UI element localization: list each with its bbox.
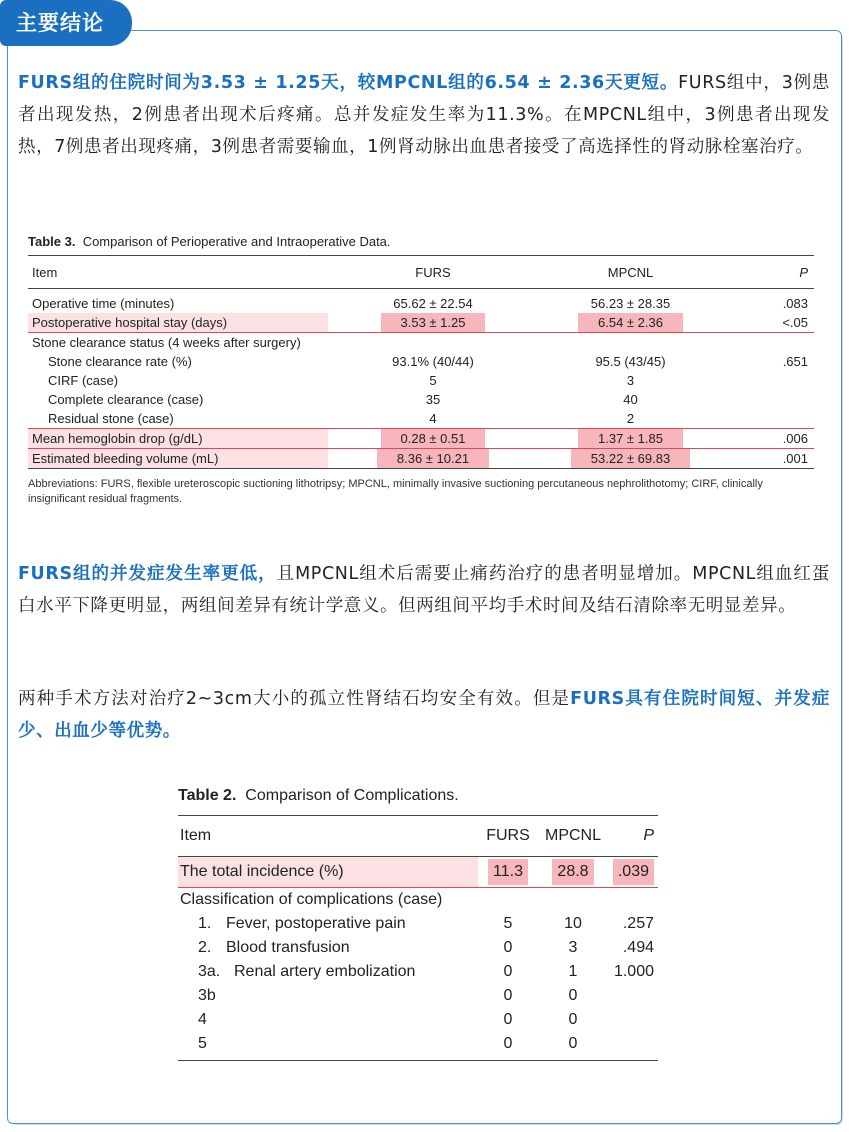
table-row — [178, 1008, 658, 1032]
table-2 — [178, 785, 668, 1061]
table-row — [178, 960, 658, 984]
table-cell: CIRF (case) — [48, 373, 119, 388]
table-cell: <.05 — [723, 313, 814, 333]
table-cell: Fever, postoperative pain — [226, 915, 406, 932]
table-cell: 0 — [568, 1011, 578, 1028]
table-3-header-mpcnl: MPCNL — [538, 256, 723, 289]
table-cell: 2 — [538, 409, 723, 429]
table-2-header-row — [178, 816, 658, 857]
table-cell: 0 — [568, 987, 578, 1004]
highlighted-value: 1.37 ± 1.85 — [578, 429, 683, 448]
paragraph-3-highlight: FURS具有住院时间短、并发症少、出血少等优势。 — [18, 689, 830, 741]
table-2-grid — [178, 815, 658, 1061]
table-2-caption-label: Table 2. — [178, 787, 237, 804]
table-cell: 5 — [503, 915, 513, 932]
highlighted-value: 6.54 ± 2.36 — [578, 313, 683, 332]
highlighted-value: 8.36 ± 10.21 — [377, 449, 489, 468]
table-2-header-item: Item — [178, 816, 478, 857]
table-2-caption — [178, 785, 668, 815]
table-cell: Stone clearance rate (%) — [48, 354, 192, 369]
table-cell — [723, 371, 814, 390]
table-cell: Blood transfusion — [226, 939, 350, 956]
table-cell: .494 — [622, 939, 654, 956]
table-cell: Operative time (minutes) — [32, 296, 175, 311]
table-group-label: Classification of complications (case) — [180, 891, 443, 908]
table-row — [28, 390, 814, 409]
conclusion-paragraph-2 — [18, 558, 830, 622]
list-number: 1. — [198, 915, 212, 932]
table-cell: 0 — [538, 1032, 608, 1061]
table-cell: 0 — [478, 1032, 538, 1061]
table-row — [28, 371, 814, 390]
table-cell: 4 — [328, 409, 538, 429]
table-cell: 0 — [503, 939, 513, 956]
table-cell: 40 — [623, 392, 638, 407]
table-2-header-p: P — [608, 816, 658, 857]
list-number: 3a. — [198, 963, 221, 980]
table-row — [28, 289, 814, 314]
table-3 — [28, 233, 818, 507]
table-cell: Mean hemoglobin drop (g/dL) — [28, 429, 328, 449]
table-cell: 3 — [626, 373, 635, 388]
list-number: 4 — [198, 1011, 207, 1028]
highlighted-value: .039 — [613, 859, 654, 885]
table-row — [178, 936, 658, 960]
table-cell: 0 — [503, 987, 513, 1004]
table-row-highlighted — [28, 429, 814, 449]
list-number: 3b — [198, 987, 216, 1004]
table-row — [178, 1032, 658, 1061]
table-cell — [608, 1008, 658, 1032]
table-cell — [608, 1032, 658, 1061]
table-cell: 10 — [564, 915, 582, 932]
paragraph-2-text: 且MPCNL组术后需要止痛药治疗的患者明显增加。MPCNL组血红蛋白水平下降更明显，两组间差异有统计学意义。但两组间平均手术时间及结石清除率无明显差异。 — [18, 564, 830, 616]
conclusion-paragraph-3 — [18, 683, 830, 747]
table-row — [28, 333, 814, 353]
highlighted-value: 11.3 — [488, 859, 528, 885]
table-cell: .001 — [723, 449, 814, 469]
table-3-header-furs: FURS — [328, 256, 538, 289]
table-3-header-p: P — [723, 256, 814, 289]
table-cell: Renal artery embolization — [234, 963, 416, 980]
table-cell: 1.000 — [613, 963, 654, 980]
table-cell: 1 — [568, 963, 578, 980]
list-number: 2. — [198, 939, 212, 956]
table-cell: Complete clearance (case) — [48, 392, 204, 407]
table-cell: 56.23 ± 28.35 — [590, 296, 671, 311]
table-cell: Residual stone (case) — [28, 409, 328, 429]
highlighted-value: 28.8 — [552, 859, 593, 885]
table-2-header-mpcnl: MPCNL — [538, 816, 608, 857]
paragraph-1-text: FURS组中，3例患者出现发热，2例患者出现术后疼痛。总并发症发生率为11.3%。在MPCNL组中，3例患者出现发热，7例患者出现疼痛，3例患者需要输血，1例肾动脉出血患者接受了高选择性的肾动脉栓塞治疗。 — [18, 73, 830, 157]
table-cell: .651 — [782, 354, 808, 369]
table-cell: 5 — [429, 373, 437, 388]
table-3-header-item: Item — [28, 256, 328, 289]
paragraph-1-highlight: FURS组的住院时间为3.53 ± 1.25天，较MPCNL组的6.54 ± 2.36天更短。 — [18, 73, 679, 93]
table-row-highlighted — [178, 857, 658, 888]
paragraph-2-highlight: FURS组的并发症发生率更低， — [18, 564, 277, 584]
table-cell: 65.62 ± 22.54 — [393, 296, 473, 311]
table-cell: 93.1% (40/44) — [392, 354, 474, 369]
table-2-caption-text: Comparison of Complications. — [245, 787, 459, 804]
table-cell: 3 — [568, 939, 578, 956]
table-cell: 0 — [503, 963, 513, 980]
highlighted-value: 53.22 ± 69.83 — [571, 449, 690, 468]
table-cell: .006 — [723, 429, 814, 449]
table-cell: 95.5 (43/45) — [595, 354, 666, 369]
table-2-header-furs: FURS — [478, 816, 538, 857]
table-cell: 35 — [425, 392, 441, 407]
paragraph-3-text: 两种手术方法对治疗2~3cm大小的孤立性肾结石均安全有效。但是 — [18, 689, 571, 709]
table-cell: Postoperative hospital stay (days) — [28, 313, 328, 333]
table-cell — [723, 390, 814, 409]
table-cell: 0 — [503, 1011, 513, 1028]
table-row — [178, 984, 658, 1008]
section-title: 主要结论 — [0, 0, 132, 46]
table-cell: .257 — [622, 915, 654, 932]
table-row — [178, 912, 658, 936]
table-cell: The total incidence (%) — [178, 857, 478, 888]
table-row — [28, 409, 814, 429]
table-cell — [723, 409, 814, 429]
list-number: 5 — [198, 1035, 207, 1052]
table-3-caption — [28, 233, 818, 255]
table-row-highlighted — [28, 313, 814, 333]
table-cell — [608, 984, 658, 1008]
table-row — [178, 888, 658, 913]
highlighted-value: 3.53 ± 1.25 — [381, 313, 486, 332]
table-3-header-row — [28, 256, 814, 289]
table-row-highlighted — [28, 449, 814, 469]
table-cell: .083 — [782, 296, 808, 311]
table-group-label: Stone clearance status (4 weeks after surgery) — [32, 335, 301, 350]
table-3-grid — [28, 255, 814, 469]
table-3-abbreviations: Abbreviations: FURS, flexible ureteroscopic suctioning lithotripsy; MPCNL, minimally invasive suctioning percutaneous nephrolithotomy; CIRF, clinically insignificant residual fragments. — [28, 478, 763, 505]
table-row — [28, 352, 814, 371]
highlighted-value: 0.28 ± 0.51 — [381, 429, 486, 448]
table-3-caption-label: Table 3. — [28, 234, 76, 249]
table-3-caption-text: Comparison of Perioperative and Intraoperative Data. — [82, 234, 391, 249]
conclusion-paragraph-1 — [18, 67, 830, 163]
table-cell: Estimated bleeding volume (mL) — [28, 449, 328, 469]
